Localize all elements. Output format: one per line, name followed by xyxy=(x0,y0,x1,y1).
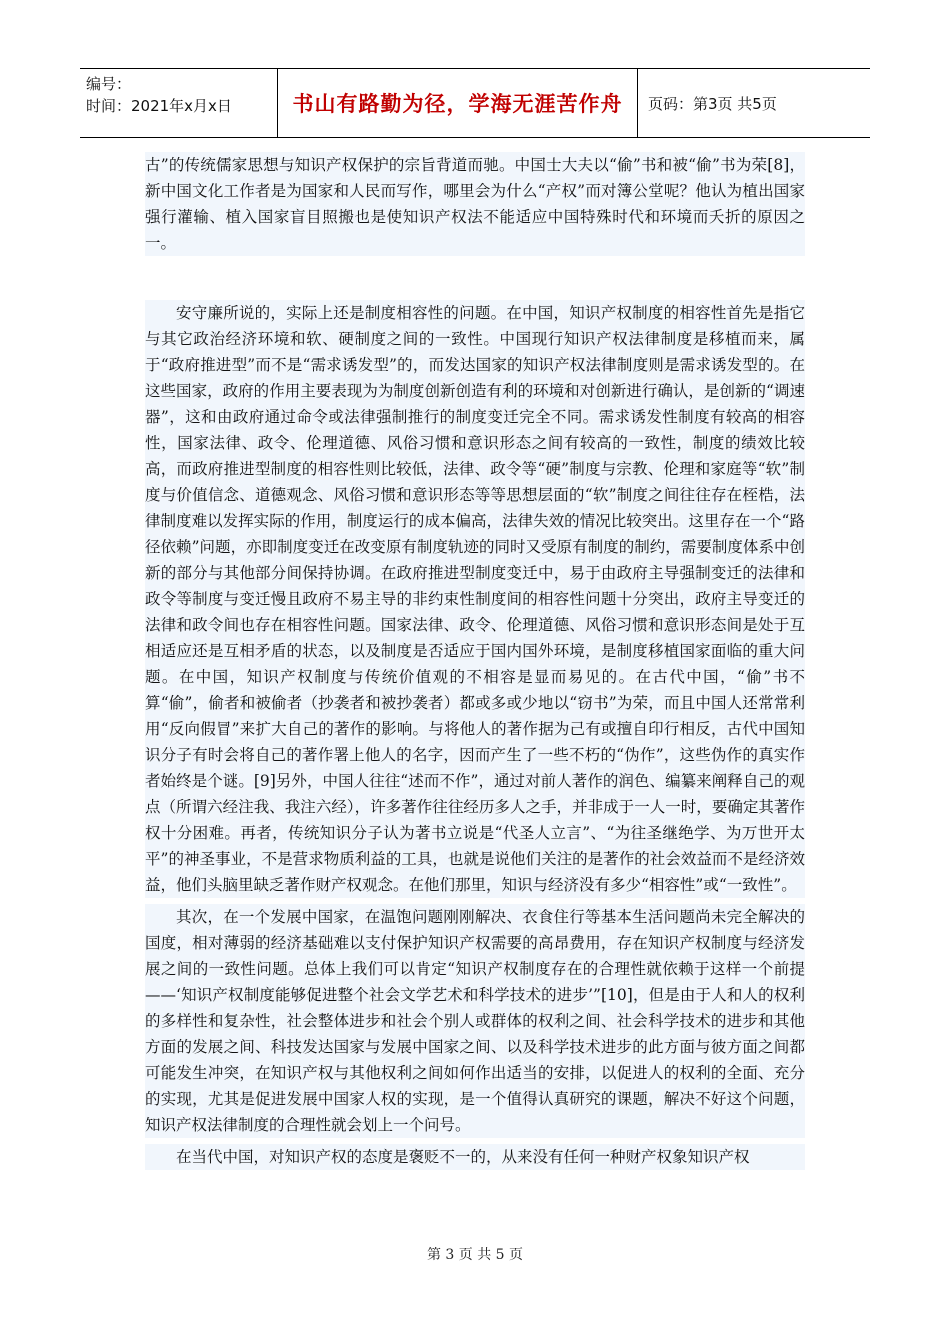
paragraph-2: 安守廉所说的，实际上还是制度相容性的问题。在中国，知识产权制度的相容性首先是指它与其它政治经济环境和软、硬制度之间的一致性。中国现行知识产权法律制度是移植而来，属于“政府推进型”而不是“需求诱发型”的，而发达国家的知识产权法律制度则是需求诱发型的。在这些国家，政府的作用主要表现为为制度创新创造有利的环境和对创新进行确认，是创新的“调速器”，这和由政府通过命令或法律强制推行的制度变迁完全不同。需求诱发性制度有较高的相容性，国家法律、政令、伦理道德、风俗习惯和意识形态之间有较高的一致性，制度的绩效比较高，而政府推进型制度的相容性则比较低，法律、政令等“硬”制度与宗教、伦理和家庭等“软”制度与价值信念、道德观念、风俗习惯和意识形态等等思想层面的“软”制度之间往往存在桎梏，法律制度难以发挥实际的作用，制度运行的成本偏高，法律失效的情况比较突出。这里存在一个“路径依赖”问题，亦即制度变迁在改变原有制度轨迹的同时又受原有制度的制约，需要制度体系中创新的部分与其他部分间保持协调。在政府推进型制度变迁中，易于由政府主导强制变迁的法律和政令等制度与变迁慢且政府不易主导的非约束性制度间的相容性问题十分突出，政府主导变迁的法律和政令间也存在相容性问题。国家法律、政令、伦理道德、风俗习惯和意识形态间是处于互相适应还是互相矛盾的状态，以及制度是否适应于国内国外环境，是制度移植国家面临的重大问题。在中国，知识产权制度与传统价值观的不相容是显而易见的。在古代中国，“偷”书不算“偷”，偷者和被偷者（抄袭者和被抄袭者）都或多或少地以“窃书”为荣，而且中国人还常常利用“反向假冒”来扩大自己的著作的影响。与将他人的著作据为己有或擅自印行相反，古代中国知识分子有时会将自己的著作署上他人的名字，因而产生了一些不朽的“伪作”，这些伪作的真实作者始终是个谜。[9]另外，中国人往往“述而不作”，通过对前人著作的润色、编纂来阐释自己的观点（所谓六经注我、我注六经），许多著作往往经历多人之手，并非成于一人一时，要确定其著作权十分困难。再者，传统知识分子认为著书立说是“代圣人立言”、“为往圣继绝学、为万世开太平”的神圣事业，不是营求物质利益的工具，也就是说他们关注的是著作的社会效益而不是经济效益，他们头脑里缺乏著作财产权观念。在他们那里，知识与经济没有多少“相容性”或“一致性”。 xyxy=(145,300,805,898)
page-footer: 第 3 页 共 5 页 xyxy=(426,1247,524,1263)
paragraph-4: 在当代中国，对知识产权的态度是褒贬不一的，从来没有任何一种财产权象知识产权 xyxy=(145,1144,805,1170)
paragraph-3: 其次，在一个发展中国家，在温饱问题刚刚解决、衣食住行等基本生活问题尚未完全解决的国度，相对薄弱的经济基础难以支付保护知识产权需要的高昂费用，存在知识产权制度与经济发展之间的一致性问题。总体上我们可以肯定“知识产权制度存在的合理性就依赖于这样一个前提——‘知识产权制度能够促进整个社会文学艺术和科学技术的进步’”[10]，但是由于人和人的权利的多样性和复杂性，社会整体进步和社会个别人或群体的权利之间、社会科学技术的进步和其他方面的发展之间、科技发达国家与发展中国家之间、以及科学技术进步的此方面与彼方面之间都可能发生冲突，在知识产权与其他权利之间如何作出适当的安排，以促进人的权利的全面、充分的实现，尤其是促进发展中国家人权的实现，是一个值得认真研究的课题，解决不好这个问题，知识产权法律制度的合理性就会划上一个问号。 xyxy=(145,904,805,1138)
header-page-info: 页码：第3页 共5页 xyxy=(648,94,777,113)
header-meta xyxy=(80,69,278,137)
paragraph-1: 古”的传统儒家思想与知识产权保护的宗旨背道而驰。中国士大夫以“偷”书和被“偷”书为荣[8]，新中国文化工作者是为国家和人民而写作，哪里会为什么“产权”而对簿公堂呢？他认为植出国家强行灌输、植入国家盲目照搬也是使知识产权法不能适应中国特殊时代和环境而夭折的原因之一。 xyxy=(145,152,805,256)
date-label: 时间：2021年x月x日 xyxy=(86,97,232,115)
serial-label: 编号： xyxy=(86,75,132,93)
document-body xyxy=(145,152,805,1170)
page-header xyxy=(80,68,870,138)
header-motto: 书山有路勤为径，学海无涯苦作舟 xyxy=(278,69,638,137)
